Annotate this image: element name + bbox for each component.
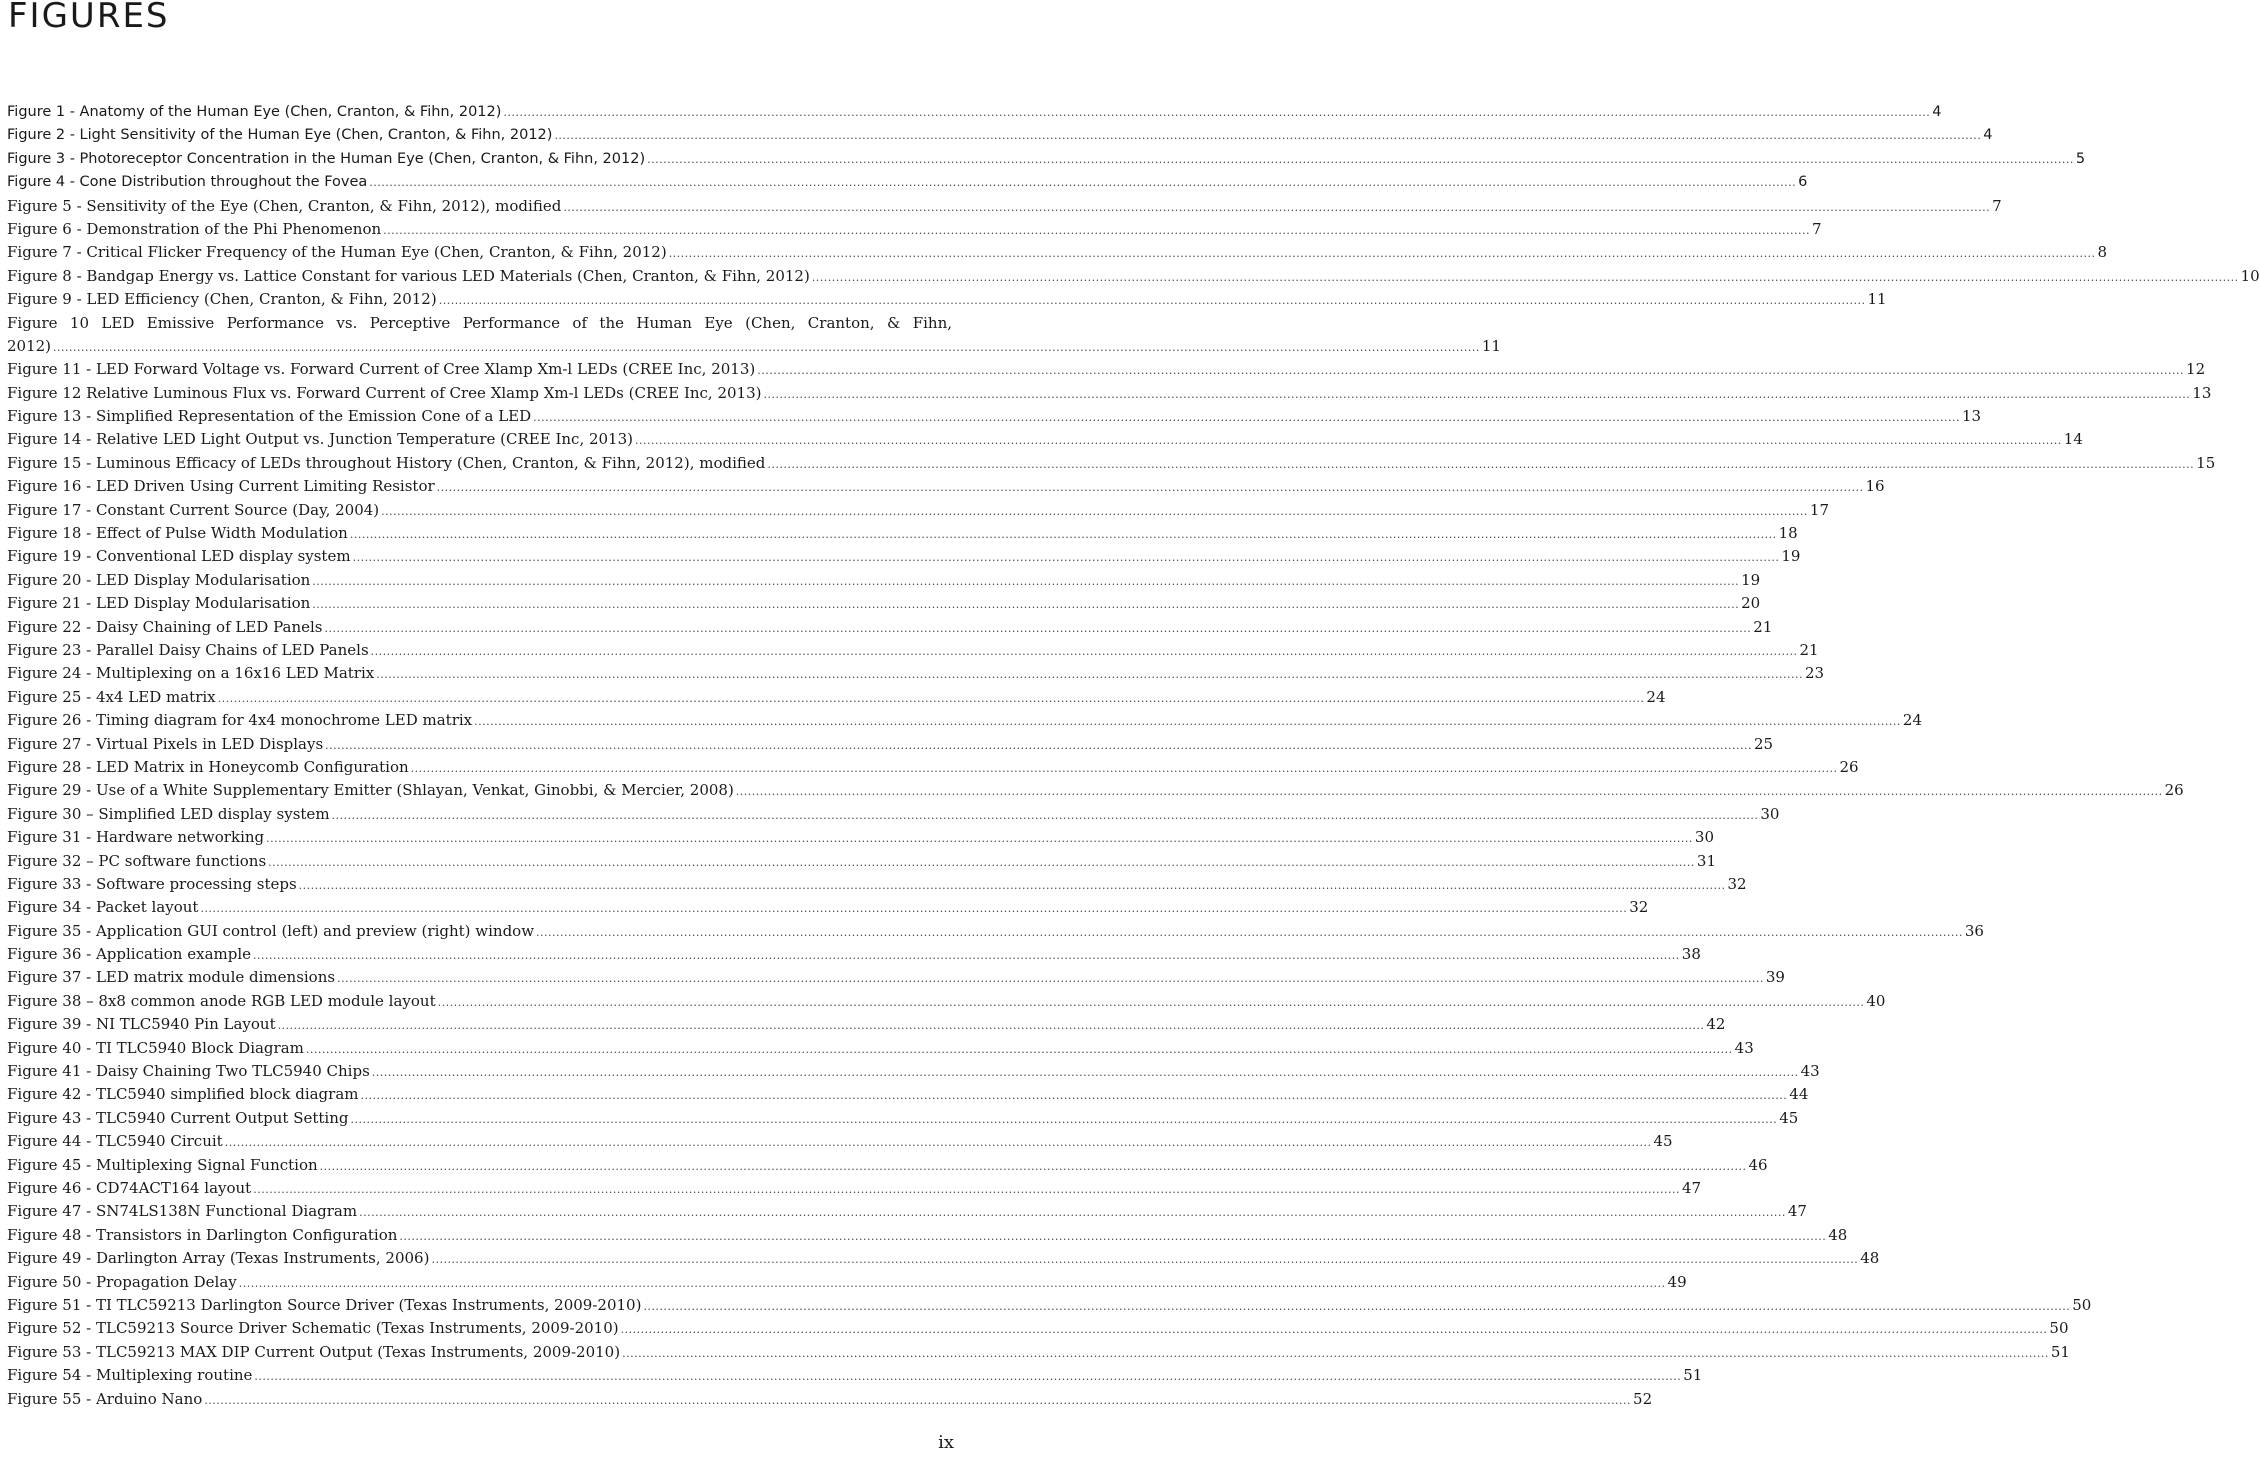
dot-leader	[254, 1365, 1681, 1388]
toc-page-number: 7	[1811, 219, 1822, 238]
dot-leader	[533, 406, 1960, 429]
toc-entry-label: Figure 27 - Virtual Pixels in LED Displays	[7, 734, 324, 753]
dot-leader	[439, 289, 1866, 312]
toc-entry[interactable]	[7, 195, 2002, 218]
toc-entry[interactable]	[7, 1083, 1809, 1106]
dot-leader	[350, 523, 1777, 546]
toc-entry-label: Figure 24 - Multiplexing on a 16x16 LED Matrix	[7, 664, 375, 683]
dot-leader	[325, 617, 1752, 640]
toc-page-number: 5	[2075, 150, 2086, 167]
toc-entry-label: Figure 21 - LED Display Modularisation	[7, 594, 311, 613]
toc-entry[interactable]	[7, 662, 1825, 685]
toc-entry-label: Figure 10 LED Emissive Performance vs. Perceptive Performance of the Human Eye (Chen, Cranton, & Fihn,	[7, 313, 952, 332]
toc-entry[interactable]	[7, 709, 1922, 732]
toc-entry-label: Figure 54 - Multiplexing routine	[7, 1366, 253, 1385]
dot-leader	[536, 921, 1963, 944]
toc-page-number: 26	[2164, 781, 2184, 800]
dot-leader	[359, 1201, 1786, 1224]
toc-entry[interactable]	[7, 1177, 1702, 1200]
toc-entry[interactable]	[7, 312, 1501, 359]
toc-page-number: 15	[2196, 453, 2216, 472]
toc-entry-label: Figure 40 - TI TLC5940 Block Diagram	[7, 1038, 304, 1057]
toc-page-number: 24	[1646, 687, 1666, 706]
toc-entry-label: Figure 33 - Software processing steps	[7, 874, 297, 893]
list-of-figures	[7, 101, 2260, 1411]
dot-leader	[622, 1342, 2049, 1365]
toc-page-number: 19	[1741, 570, 1761, 589]
dot-leader	[320, 1155, 1747, 1178]
toc-page-number: 7	[1992, 196, 2002, 215]
toc-entry[interactable]	[7, 101, 1942, 124]
toc-page-number: 43	[1734, 1038, 1754, 1057]
toc-entry-label: Figure 49 - Darlington Array (Texas Instruments, 2006)	[7, 1249, 430, 1268]
toc-entry[interactable]	[7, 1271, 1687, 1294]
toc-entry[interactable]	[7, 1247, 1880, 1270]
toc-entry[interactable]	[7, 990, 1886, 1013]
toc-entry-label: Figure 43 - TLC5940 Current Output Setting	[7, 1108, 349, 1127]
dot-leader	[371, 640, 1798, 663]
dot-leader	[383, 219, 1810, 242]
toc-entry[interactable]	[7, 475, 1885, 498]
dot-leader	[325, 734, 1752, 757]
dot-leader	[225, 1131, 1652, 1154]
dot-leader	[337, 967, 1764, 990]
toc-entry[interactable]	[7, 1364, 1703, 1387]
dot-leader	[621, 1318, 2048, 1341]
toc-entry[interactable]	[7, 756, 1859, 779]
dot-leader	[411, 757, 1838, 780]
toc-entry-label: Figure 17 - Constant Current Source (Day, 2004)	[7, 500, 380, 519]
dot-leader	[757, 359, 2184, 382]
dot-leader	[372, 1061, 1799, 1084]
toc-entry-label: Figure 13 - Simplified Representation of the Emission Cone of a LED	[7, 407, 532, 426]
toc-entry-label: Figure 29 - Use of a White Supplementary Emitter (Shlayan, Venkat, Ginobbi, & Mercier, 2008)	[7, 781, 734, 800]
toc-page-number: 50	[2072, 1295, 2092, 1314]
toc-page-number: 18	[1778, 524, 1798, 543]
toc-entry[interactable]	[7, 616, 1773, 639]
toc-entry[interactable]	[7, 288, 1887, 311]
toc-entry[interactable]	[7, 148, 2086, 171]
toc-page-number: 11	[1867, 290, 1887, 309]
toc-page-number: 36	[1964, 921, 1984, 940]
toc-page-number: 20	[1741, 594, 1761, 613]
dot-leader	[503, 101, 1930, 124]
toc-page-number: 48	[1828, 1225, 1848, 1244]
toc-entry-label: Figure 45 - Multiplexing Signal Function	[7, 1155, 318, 1174]
toc-page-number: 51	[2050, 1342, 2070, 1361]
toc-entry[interactable]	[7, 124, 1993, 147]
toc-entry[interactable]	[7, 943, 1701, 966]
dot-leader	[278, 1014, 1705, 1037]
dot-leader	[563, 196, 1990, 219]
dot-leader	[437, 476, 1864, 499]
toc-entry[interactable]	[7, 1013, 1726, 1036]
toc-page-number: 16	[1865, 477, 1885, 496]
toc-page-number: 38	[1681, 945, 1701, 964]
toc-entry-label: Figure 38 – 8x8 common anode RGB LED module layout	[7, 991, 436, 1010]
toc-entry[interactable]	[7, 1037, 1754, 1060]
dot-leader	[643, 1295, 2070, 1318]
toc-page-number: 48	[1860, 1249, 1880, 1268]
dot-leader	[764, 383, 2191, 406]
dot-leader	[353, 546, 1780, 569]
dot-leader	[399, 1225, 1826, 1248]
toc-page-number: 21	[1799, 641, 1819, 659]
toc-page-number: 39	[1765, 968, 1785, 987]
toc-entry-label: Figure 16 - LED Driven Using Current Limiting Resistor	[7, 477, 435, 496]
toc-entry[interactable]	[7, 428, 2083, 451]
toc-page-number: 8	[2097, 243, 2108, 262]
dot-leader	[767, 453, 2194, 476]
toc-entry[interactable]	[7, 639, 1819, 662]
toc-page-number: 52	[1633, 1389, 1653, 1408]
toc-entry-label: Figure 20 - LED Display Modularisation	[7, 570, 311, 589]
dot-leader	[554, 124, 1981, 147]
toc-page-number: 50	[2049, 1319, 2069, 1338]
toc-entry-label: Figure 44 - TLC5940 Circuit	[7, 1132, 223, 1151]
toc-page-number: 32	[1727, 874, 1747, 893]
toc-entry-label: Figure 32 – PC software functions	[7, 851, 267, 870]
toc-entry[interactable]	[7, 171, 1808, 194]
dot-leader	[268, 851, 1695, 874]
toc-entry-label: Figure 1 - Anatomy of the Human Eye (Chen, Cranton, & Fihn, 2012)	[7, 104, 502, 120]
toc-page-number: 14	[2063, 430, 2083, 449]
toc-entry-label: Figure 34 - Packet layout	[7, 898, 199, 917]
toc-entry-label: Figure 15 - Luminous Efficacy of LEDs throughout History (Chen, Cranton, & Fihn, 2012), modified	[7, 453, 766, 472]
toc-entry[interactable]	[7, 1060, 1820, 1083]
toc-entry[interactable]	[7, 405, 1982, 428]
toc-entry-label: Figure 5 - Sensitivity of the Eye (Chen, Cranton, & Fihn, 2012), modified	[7, 196, 562, 215]
toc-entry[interactable]	[7, 1294, 2092, 1317]
dot-leader	[266, 827, 1693, 850]
toc-entry[interactable]	[7, 966, 1785, 989]
dot-leader	[812, 266, 2239, 289]
toc-entry-label: Figure 41 - Daisy Chaining Two TLC5940 Chips	[7, 1062, 370, 1081]
toc-entry-continuation	[7, 335, 1501, 358]
toc-entry[interactable]	[7, 1317, 2069, 1340]
toc-page-number: 19	[1781, 547, 1801, 566]
toc-entry[interactable]	[7, 920, 1984, 943]
toc-entry-label: Figure 53 - TLC59213 MAX DIP Current Output (Texas Instruments, 2009-2010)	[7, 1342, 621, 1361]
toc-entry-label: Figure 28 - LED Matrix in Honeycomb Configuration	[7, 757, 409, 776]
toc-page-number: 40	[1866, 991, 1886, 1010]
toc-entry[interactable]	[7, 850, 1717, 873]
toc-entry-label: Figure 22 - Daisy Chaining of LED Panels	[7, 617, 323, 636]
toc-entry[interactable]	[7, 686, 1666, 709]
toc-entry-label: Figure 30 – Simplified LED display system	[7, 804, 330, 823]
toc-entry[interactable]	[7, 1107, 1799, 1130]
toc-page-number: 6	[1798, 174, 1808, 191]
toc-page-number: 25	[1753, 734, 1774, 753]
toc-entry[interactable]	[7, 803, 1780, 826]
dot-leader	[332, 804, 1759, 827]
toc-entry-label: Figure 23 - Parallel Daisy Chains of LED Panels	[7, 641, 369, 659]
toc-entry[interactable]	[7, 569, 1761, 592]
toc-entry-label-continued: 2012)	[7, 336, 52, 355]
toc-entry-label: Figure 42 - TLC5940 simplified block diagram	[7, 1085, 359, 1104]
page-number: ix	[938, 1432, 954, 1453]
dot-leader	[438, 991, 1865, 1014]
toc-entry-label: Figure 52 - TLC59213 Source Driver Schematic (Texas Instruments, 2009-2010)	[7, 1319, 619, 1338]
toc-page-number: 12	[2186, 360, 2206, 379]
toc-page-number: 30	[1760, 804, 1780, 823]
toc-entry[interactable]	[7, 1130, 1673, 1153]
page-title: FIGURES	[8, 0, 170, 36]
toc-entry-label: Figure 37 - LED matrix module dimensions	[7, 968, 336, 987]
toc-page-number: 10	[2240, 266, 2260, 285]
toc-entry-label: Figure 9 - LED Efficiency (Chen, Cranton, & Fihn, 2012)	[7, 290, 437, 309]
toc-entry-label: Figure 12 Relative Luminous Flux vs. Forward Current of Cree Xlamp Xm-l LEDs (CREE Inc, 2013)	[7, 383, 762, 402]
toc-page-number: 26	[1839, 757, 1859, 776]
toc-entry-label: Figure 6 - Demonstration of the Phi Phenomenon	[7, 219, 382, 238]
dot-leader	[253, 944, 1680, 967]
toc-entry-label: Figure 4 - Cone Distribution throughout the Fovea	[7, 174, 368, 191]
toc-page-number: 49	[1667, 1272, 1687, 1291]
toc-page-number: 21	[1753, 617, 1773, 636]
toc-entry-label: Figure 14 - Relative LED Light Output vs. Junction Temperature (CREE Inc, 2013)	[7, 430, 634, 449]
toc-entry-label: Figure 51 - TI TLC59213 Darlington Source Driver (Texas Instruments, 2009-2010)	[7, 1295, 642, 1314]
toc-entry-label: Figure 18 - Effect of Pulse Width Modulation	[7, 524, 348, 543]
dot-leader	[312, 570, 1739, 593]
toc-entry-label: Figure 2 - Light Sensitivity of the Human Eye (Chen, Cranton, & Fihn, 2012)	[7, 127, 553, 144]
dot-leader	[239, 1272, 1666, 1295]
dot-leader	[381, 500, 1808, 523]
toc-entry-label: Figure 7 - Critical Flicker Frequency of the Human Eye (Chen, Cranton, & Fihn, 2012)	[7, 243, 667, 262]
dot-leader	[312, 593, 1739, 616]
toc-entry[interactable]	[7, 779, 2184, 802]
toc-entry[interactable]	[7, 358, 2206, 381]
toc-page-number: 4	[1983, 127, 1993, 144]
toc-entry[interactable]	[7, 1388, 1653, 1411]
toc-entry[interactable]	[7, 1200, 1807, 1223]
toc-entry[interactable]	[7, 499, 1830, 522]
toc-page-number: 44	[1789, 1085, 1809, 1104]
toc-entry[interactable]	[7, 1224, 1848, 1247]
dot-leader	[474, 710, 1901, 733]
toc-entry-label: Figure 46 - CD74ACT164 layout	[7, 1178, 252, 1197]
toc-entry[interactable]	[7, 522, 1798, 545]
toc-page-number: 43	[1800, 1062, 1820, 1081]
dot-leader	[647, 148, 2074, 171]
toc-entry-label: Figure 48 - Transistors in Darlington Configuration	[7, 1225, 398, 1244]
toc-page-number: 47	[1787, 1202, 1807, 1221]
toc-entry[interactable]	[7, 1154, 1768, 1177]
toc-entry[interactable]	[7, 826, 1714, 849]
toc-page-number: 13	[1961, 407, 1982, 426]
toc-page-number: 30	[1694, 828, 1714, 847]
toc-entry-label: Figure 8 - Bandgap Energy vs. Lattice Constant for various LED Materials (Chen, Cranton, & Fihn, 2012)	[7, 266, 810, 285]
toc-page-number: 13	[2192, 383, 2212, 402]
toc-entry-label: Figure 39 - NI TLC5940 Pin Layout	[7, 1015, 276, 1034]
toc-entry[interactable]	[7, 1341, 2070, 1364]
dot-leader	[204, 1389, 1631, 1412]
toc-page-number: 11	[1481, 336, 1501, 355]
toc-entry-label: Figure 47 - SN74LS138N Functional Diagram	[7, 1202, 358, 1221]
dot-leader	[306, 1038, 1733, 1061]
toc-entry[interactable]	[7, 545, 1801, 568]
toc-page-number: 24	[1902, 711, 1922, 730]
toc-page-number: 4	[1932, 104, 1942, 120]
dot-leader	[53, 336, 1480, 359]
toc-page-number: 51	[1683, 1366, 1703, 1385]
toc-entry-label: Figure 35 - Application GUI control (left) and preview (right) window	[7, 921, 535, 940]
toc-page-number: 32	[1629, 898, 1649, 917]
toc-entry[interactable]	[7, 733, 1774, 756]
toc-entry-label: Figure 31 - Hardware networking	[7, 828, 265, 847]
toc-page-number: 31	[1696, 851, 1717, 870]
toc-page-number: 23	[1805, 664, 1825, 683]
toc-entry-label: Figure 26 - Timing diagram for 4x4 monochrome LED matrix	[7, 711, 473, 730]
toc-entry[interactable]	[7, 592, 1761, 615]
toc-entry-label: Figure 55 - Arduino Nano	[7, 1389, 203, 1408]
dot-leader	[369, 171, 1796, 194]
toc-entry[interactable]	[7, 218, 1822, 241]
toc-page-number: 45	[1653, 1132, 1673, 1151]
toc-entry[interactable]	[7, 241, 2108, 264]
dot-leader	[200, 897, 1627, 920]
toc-entry[interactable]	[7, 873, 1747, 896]
toc-entry-label: Figure 25 - 4x4 LED matrix	[7, 687, 216, 706]
dot-leader	[350, 1108, 1777, 1131]
toc-page-number: 47	[1682, 1178, 1702, 1197]
dot-leader	[431, 1248, 1858, 1271]
toc-entry[interactable]	[7, 896, 1649, 919]
dot-leader	[299, 874, 1726, 897]
toc-entry-label: Figure 50 - Propagation Delay	[7, 1272, 237, 1291]
dot-leader	[669, 242, 2096, 265]
dot-leader	[736, 780, 2163, 803]
dot-leader	[635, 429, 2062, 452]
toc-page-number: 45	[1779, 1108, 1799, 1127]
toc-entry[interactable]	[7, 382, 2212, 405]
toc-entry-label: Figure 19 - Conventional LED display system	[7, 547, 351, 566]
dot-leader	[376, 663, 1803, 686]
dot-leader	[361, 1084, 1788, 1107]
toc-page-number: 46	[1748, 1155, 1768, 1174]
toc-entry-label: Figure 3 - Photoreceptor Concentration in the Human Eye (Chen, Cranton, & Fihn, 2012)	[7, 150, 646, 167]
dot-leader	[218, 687, 1645, 710]
toc-entry-label: Figure 36 - Application example	[7, 945, 252, 964]
toc-entry[interactable]	[7, 265, 2260, 288]
toc-page-number: 42	[1706, 1015, 1726, 1034]
toc-entry[interactable]	[7, 452, 2216, 475]
toc-page-number: 17	[1809, 500, 1830, 519]
toc-entry-label: Figure 11 - LED Forward Voltage vs. Forward Current of Cree Xlamp Xm-l LEDs (CREE Inc, 2013)	[7, 360, 756, 379]
dot-leader	[253, 1178, 1680, 1201]
